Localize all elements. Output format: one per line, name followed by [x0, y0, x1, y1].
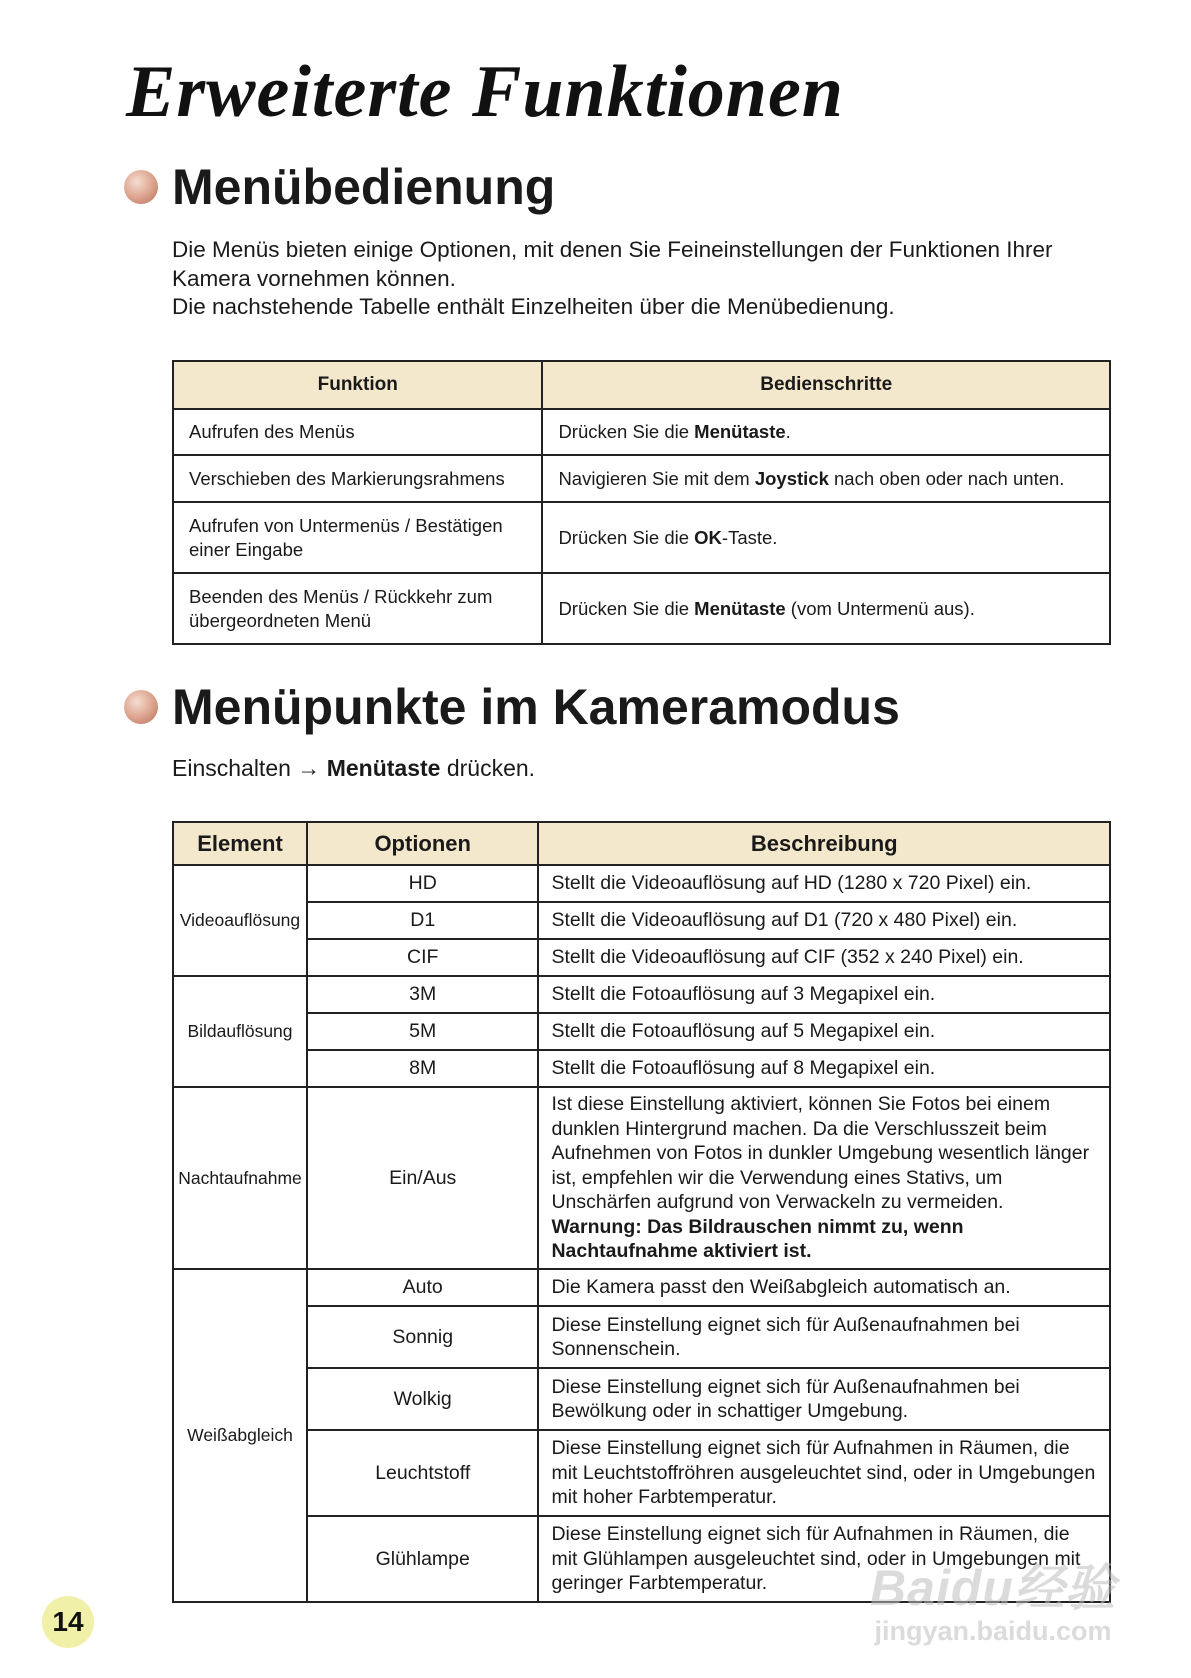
option-cell: Leuchtstoff — [307, 1430, 539, 1516]
table-header-row — [173, 822, 1110, 865]
page-number: 14 — [42, 1596, 94, 1648]
table-row — [173, 1269, 1110, 1306]
watermark — [848, 1548, 1138, 1648]
steps-cell: Drücken Sie die Menütaste. — [542, 409, 1110, 455]
watermark-logo: Baidu经验 — [870, 1560, 1116, 1616]
table-row — [173, 455, 1110, 502]
option-cell: D1 — [307, 902, 539, 939]
bullet-icon — [124, 690, 158, 724]
intro-text — [172, 236, 1102, 322]
header-steps: Bedienschritte — [542, 361, 1110, 409]
element-cell: Weißabgleich — [173, 1269, 307, 1602]
description-cell: Diese Einstellung eignet sich für Außenaufnahmen bei Bewölkung oder in schattiger Umgebung. — [538, 1368, 1110, 1430]
section-title-camera: Menüpunkte im Kameramodus — [172, 679, 900, 735]
function-cell: Aufrufen von Untermenüs / Bestätigen einer Eingabe — [173, 502, 542, 573]
option-cell: CIF — [307, 939, 539, 976]
option-cell: Auto — [307, 1269, 539, 1306]
option-cell: 8M — [307, 1050, 539, 1087]
description-cell: Diese Einstellung eignet sich für Außenaufnahmen bei Sonnenschein. — [538, 1306, 1110, 1368]
header-description: Beschreibung — [538, 822, 1110, 865]
description-cell: Stellt die Fotoauflösung auf 8 Megapixel ein. — [538, 1050, 1110, 1087]
header-options: Optionen — [307, 822, 539, 865]
option-cell: Wolkig — [307, 1368, 539, 1430]
table-row — [173, 502, 1110, 573]
page-title: Erweiterte Funktionen — [126, 51, 844, 133]
intro-line: Die Menüs bieten einige Optionen, mit denen Sie Feineinstellungen der Funktionen Ihrer Kamera vornehmen können. — [172, 237, 1053, 291]
table-row — [173, 1430, 1110, 1516]
table-row — [173, 1013, 1110, 1050]
table-row — [173, 902, 1110, 939]
steps-cell: Drücken Sie die OK-Taste. — [542, 502, 1110, 573]
table-row — [173, 939, 1110, 976]
option-cell: 3M — [307, 976, 539, 1013]
table-row — [173, 1087, 1110, 1269]
section-title-menu: Menübedienung — [172, 159, 556, 215]
description-cell: Stellt die Videoauflösung auf CIF (352 x 240 Pixel) ein. — [538, 939, 1110, 976]
camera-lead-text: Einschalten → Menütaste drücken. — [172, 755, 536, 781]
description-cell: Stellt die Videoauflösung auf HD (1280 x 720 Pixel) ein. — [538, 865, 1110, 902]
description-cell: Stellt die Videoauflösung auf D1 (720 x 480 Pixel) ein. — [538, 902, 1110, 939]
table-row — [173, 409, 1110, 455]
option-cell: Sonnig — [307, 1306, 539, 1368]
table-row — [173, 865, 1110, 902]
section-header-menu — [124, 158, 555, 216]
header-element: Element — [173, 822, 307, 865]
description-cell: Stellt die Fotoauflösung auf 5 Megapixel ein. — [538, 1013, 1110, 1050]
camera-menu-table — [172, 821, 1111, 1603]
option-cell: HD — [307, 865, 539, 902]
watermark-url: jingyan.baidu.com — [874, 1616, 1112, 1646]
section-header-camera — [124, 678, 900, 736]
table-row — [173, 1050, 1110, 1087]
intro-line: Die nachstehende Tabelle enthält Einzelheiten über die Menübedienung. — [172, 294, 895, 319]
element-cell: Nachtaufnahme — [173, 1087, 307, 1269]
table-row — [173, 573, 1110, 644]
description-cell: Die Kamera passt den Weißabgleich automatisch an. — [538, 1269, 1110, 1306]
function-cell: Beenden des Menüs / Rückkehr zum übergeordneten Menü — [173, 573, 542, 644]
description-text: Ist diese Einstellung aktiviert, können Sie Fotos bei einem dunklen Hintergrund machen. Da die Verschlusszeit beim Aufnehmen von Fotos in dunkler Umgebung wesentlich länger ist, empfehlen wir die Verwendung eines Stativs, um Unschärfen aufgrund von Verwackeln zu vermeiden. — [551, 1093, 1090, 1214]
description-cell: Stellt die Fotoauflösung auf 3 Megapixel ein. — [538, 976, 1110, 1013]
description-cell: Diese Einstellung eignet sich für Aufnahmen in Räumen, die mit Glühlampen ausgeleuchtet sind, oder in Umgebungen mit geringer Farbtemperatur. — [538, 1516, 1110, 1602]
function-cell: Verschieben des Markierungsrahmens — [173, 455, 542, 502]
option-cell: Ein/Aus — [307, 1087, 539, 1269]
table-row — [173, 1306, 1110, 1368]
table-header-row — [173, 361, 1110, 409]
steps-cell: Drücken Sie die Menütaste (vom Untermenü aus). — [542, 573, 1110, 644]
steps-cell: Navigieren Sie mit dem Joystick nach oben oder nach unten. — [542, 455, 1110, 502]
menu-operation-table — [172, 360, 1111, 645]
description-cell — [538, 1087, 1110, 1269]
table-row — [173, 976, 1110, 1013]
warning-text: Warnung: Das Bildrauschen nimmt zu, wenn Nachtaufnahme aktiviert ist. — [551, 1215, 964, 1263]
option-cell: 5M — [307, 1013, 539, 1050]
function-cell: Aufrufen des Menüs — [173, 409, 542, 455]
table-row — [173, 1368, 1110, 1430]
element-cell: Videoauflösung — [173, 865, 307, 976]
element-cell: Bildauflösung — [173, 976, 307, 1087]
option-cell: Glühlampe — [307, 1516, 539, 1602]
description-cell: Diese Einstellung eignet sich für Aufnahmen in Räumen, die mit Leuchtstoffröhren ausgeleuchtet sind, oder in Umgebungen mit hoher Farbtemperatur. — [538, 1430, 1110, 1516]
bullet-icon — [124, 170, 158, 204]
header-function: Funktion — [173, 361, 542, 409]
